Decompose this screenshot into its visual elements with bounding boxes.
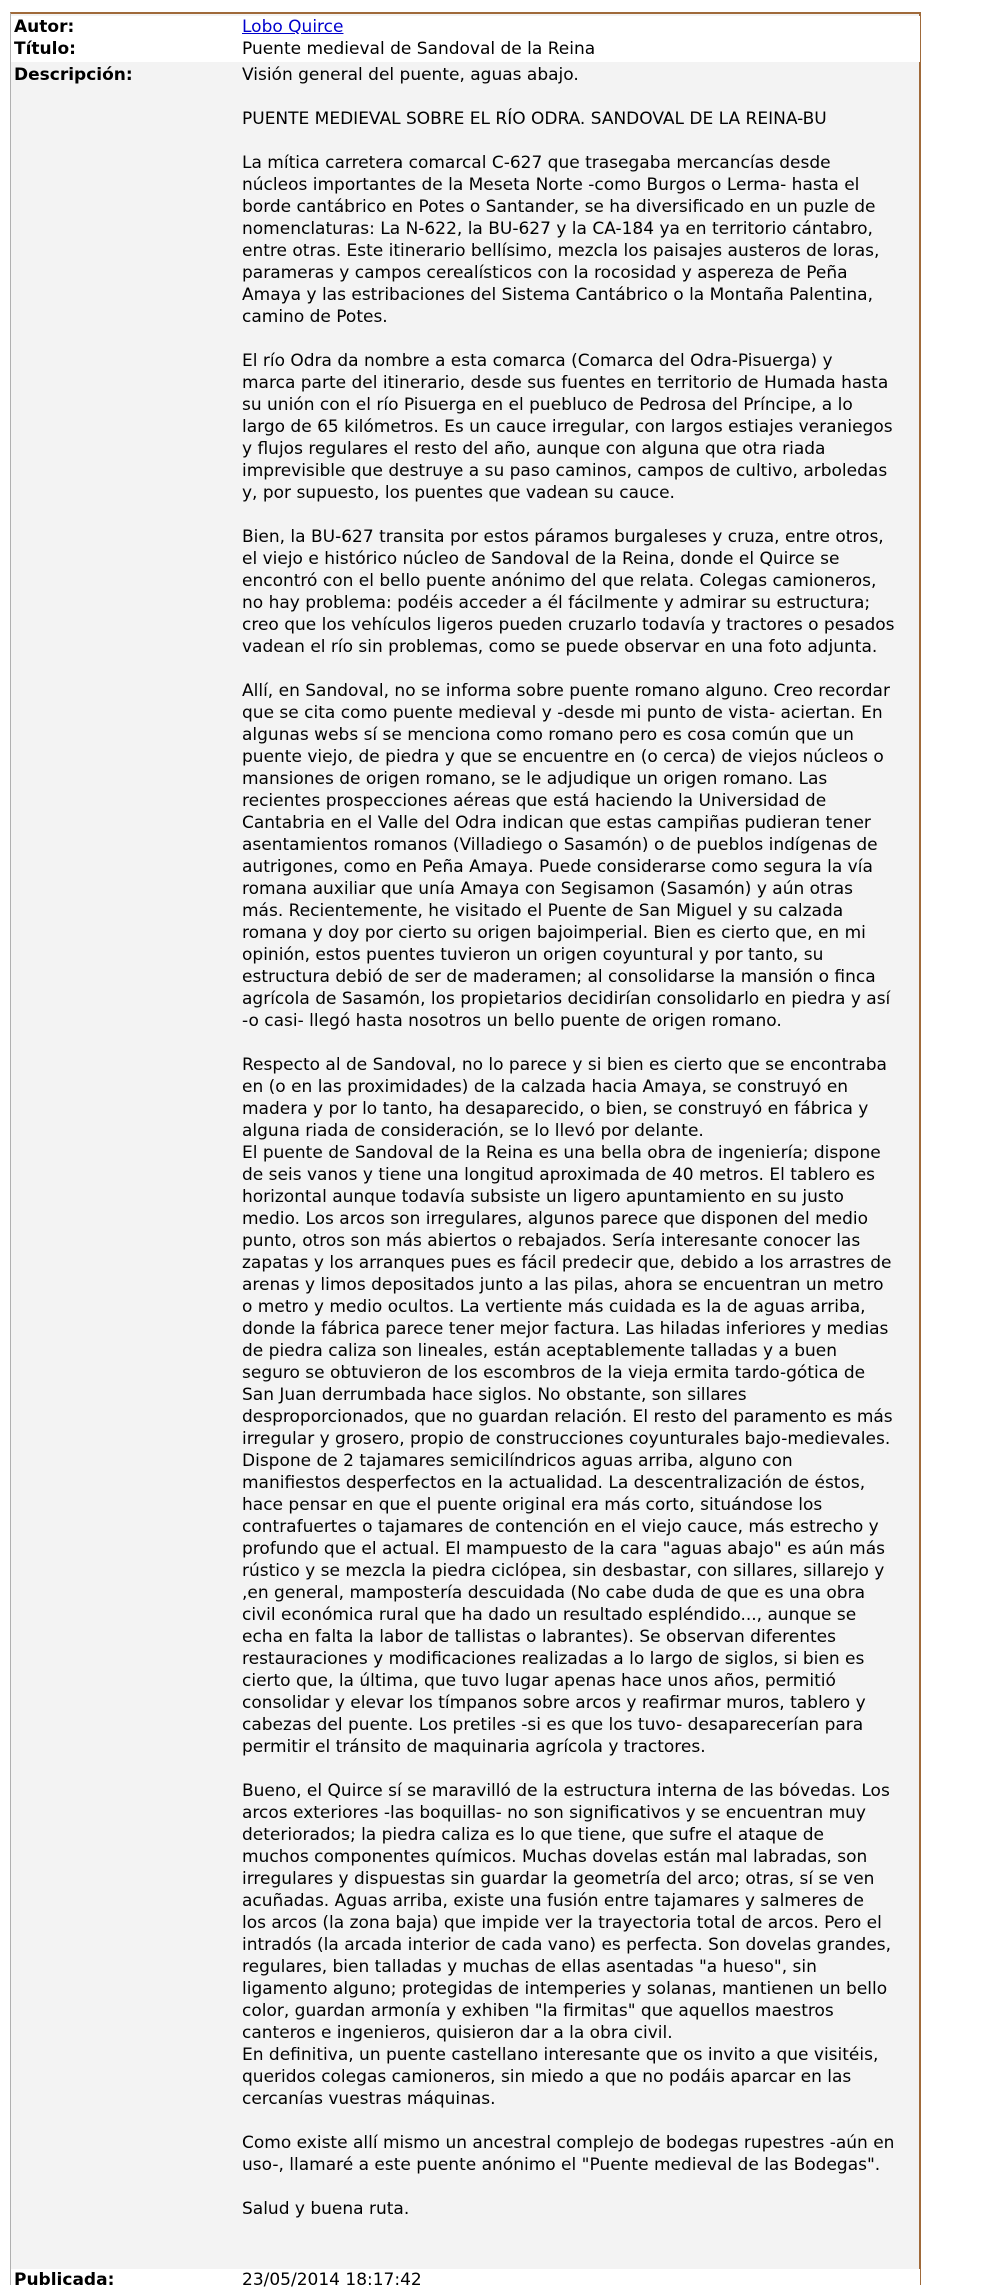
description-line: seguro se obtuvieron de los escombros de la vieja ermita tardo-gótica de	[242, 1363, 866, 1383]
published-value: 23/05/2014 18:17:42	[242, 2270, 422, 2290]
description-line: asentamientos romanos (Villadiego o Sasamón) o de pueblos indígenas de	[242, 835, 878, 855]
description-line: autrigones, como en Peña Amaya. Puede considerarse como segura la vía	[242, 857, 873, 877]
description-line: núcleos importantes de la Meseta Norte -como Burgos o Lerma- hasta el	[242, 175, 860, 195]
description-line: deteriorados; la piedra caliza es lo que tiene, que sufre el ataque de	[242, 1825, 825, 1845]
description-line: romana auxiliar que unía Amaya con Segisamon (Sasamón) y aún otras	[242, 879, 853, 899]
description-line: opinión, estos puentes tuvieron un origen coyuntural y por tanto, su	[242, 945, 824, 965]
description-line: En definitiva, un puente castellano interesante que os invito a que visitéis,	[242, 2045, 879, 2065]
description-line: o metro y medio ocultos. La vertiente más cuidada es la de aguas arriba,	[242, 1297, 866, 1317]
author-link[interactable]: Lobo Quirce	[242, 17, 344, 37]
author-label: Autor:	[14, 17, 75, 37]
description-line: vadean el río sin problemas, como se puede observar en una foto adjunta.	[242, 637, 878, 657]
description-line: Como existe allí mismo un ancestral complejo de bodegas rupestres -aún en	[242, 2133, 895, 2153]
title-value: Puente medieval de Sandoval de la Reina	[242, 39, 596, 59]
description-line: largo de 65 kilómetros. Es un cauce irregular, con largos estiajes veraniegos	[242, 417, 893, 437]
description-line: horizontal aunque todavía subsiste un ligero apuntamiento en su justo	[242, 1187, 844, 1207]
description-line: PUENTE MEDIEVAL SOBRE EL RÍO ODRA. SANDOVAL DE LA REINA-BU	[242, 109, 827, 129]
description-line: echa en falta la labor de tallistas o labrantes). Se observan diferentes	[242, 1627, 836, 1647]
published-label: Publicada:	[14, 2270, 115, 2290]
description-line: donde la fábrica parece tener mejor factura. Las hiladas inferiores y medias	[242, 1319, 889, 1339]
description-line: entre otras. Este itinerario bellísimo, mezcla los paisajes austeros de loras,	[242, 241, 880, 261]
description-line: restauraciones y modificaciones realizadas a lo largo de siglos, si bien es	[242, 1649, 865, 1669]
description-line: Respecto al de Sandoval, no lo parece y si bien es cierto que se encontraba	[242, 1055, 887, 1075]
description-line: el viejo e histórico núcleo de Sandoval de la Reina, donde el Quirce se	[242, 549, 840, 569]
description-line: cierto que, la última, que tuvo lugar apenas hace unos años, permitió	[242, 1671, 836, 1691]
description-line: los arcos (la zona baja) que impide ver la trayectoria total de arcos. Pero el	[242, 1913, 882, 1933]
description-line: recientes prospecciones aéreas que está haciendo la Universidad de	[242, 791, 827, 811]
description-line: en (o en las proximidades) de la calzada hacia Amaya, se construyó en	[242, 1077, 849, 1097]
description-caption: Visión general del puente, aguas abajo.	[242, 65, 579, 85]
description-line: de piedra caliza son lineales, están aceptablemente talladas y a buen	[242, 1341, 838, 1361]
description-line: mansiones de origen romano, se le adjudique un origen romano. Las	[242, 769, 828, 789]
description-line: manifiestos desperfectos en la actualidad. La descentralización de éstos,	[242, 1473, 866, 1493]
description-line: profundo que el actual. El mampuesto de la cara "aguas abajo" es aún más	[242, 1539, 886, 1559]
description-line: Amaya y las estribaciones del Sistema Cantábrico o la Montaña Palentina,	[242, 285, 873, 305]
description-line: cabezas del puente. Los pretiles -si es que los tuvo- desaparecerían para	[242, 1715, 864, 1735]
description-line: El puente de Sandoval de la Reina es una bella obra de ingeniería; dispone	[242, 1143, 881, 1163]
description-line: camino de Potes.	[242, 307, 388, 327]
description-line: creo que los vehículos ligeros pueden cruzarlo todavía y tractores o pesados	[242, 615, 895, 635]
author-row	[11, 16, 920, 38]
description-line: de seis vanos y tiene una longitud aproximada de 40 metros. El tablero es	[242, 1165, 876, 1185]
description-line: irregular y grosero, propio de construcciones coyunturales bajo-medievales.	[242, 1429, 891, 1449]
description-line: agrícola de Sasamón, los propietarios decidirían consolidarlo en piedra y así	[242, 989, 891, 1009]
description-line: punto, otros son más abiertos o rebajados. Sería interesante conocer las	[242, 1231, 861, 1251]
description-line: arcos exteriores -las boquillas- no son significativos y se encuentran muy	[242, 1803, 866, 1823]
description-line: estructura debió de ser de maderamen; al consolidarse la mansión o finca	[242, 967, 876, 987]
description-line: San Juan derrumbada hace siglos. No obstante, son sillares	[242, 1385, 747, 1405]
description-line: puente viejo, de piedra y que se encuentre en (o cerca) de viejos núcleos o	[242, 747, 884, 767]
description-line: encontró con el bello puente anónimo del que relata. Colegas camioneros,	[242, 571, 877, 591]
description-line: intradós (la arcada interior de cada vano) es perfecta. Son dovelas grandes,	[242, 1935, 892, 1955]
description-line: Allí, en Sandoval, no se informa sobre puente romano alguno. Creo recordar	[242, 681, 890, 701]
description-line: marca parte del itinerario, desde sus fuentes en territorio de Humada hasta	[242, 373, 889, 393]
description-line: hace pensar en que el puente original era más corto, situándose los	[242, 1495, 823, 1515]
description-line: consolidar y elevar los tímpanos sobre arcos y reafirmar muros, tablero y	[242, 1693, 866, 1713]
description-line: civil económica rural que ha dado un resultado espléndido..., aunque se	[242, 1605, 857, 1625]
description-line: parameras y campos cerealísticos con la rocosidad y aspereza de Peña	[242, 263, 848, 283]
description-line: ligamento alguno; protegidas de intemperies y solanas, mantienen un bello	[242, 1979, 888, 1999]
description-line: acuñadas. Aguas arriba, existe una fusión entre tajamares y salmeres de	[242, 1891, 864, 1911]
description-line: -o casi- llegó hasta nosotros un bello puente de origen romano.	[242, 1011, 782, 1031]
description-line: y flujos regulares el resto del año, aunque con alguna que otra riada	[242, 439, 826, 459]
description-line: contrafuertes o tajamares de contención en el viejo cauce, más estrecho y	[242, 1517, 879, 1537]
description-line: Bien, la BU-627 transita por estos páramos burgaleses y cruza, entre otros,	[242, 527, 884, 547]
description-line: desproporcionados, que no guardan relación. El resto del paramento es más	[242, 1407, 893, 1427]
description-line: canteros e ingenieros, quisieron dar a la obra civil.	[242, 2023, 673, 2043]
description-label: Descripción:	[14, 65, 133, 85]
description-line: su unión con el río Pisuerga en el puebluco de Pedrosa del Príncipe, a lo	[242, 395, 853, 415]
description-line: alguna riada de consideración, se lo llevó por delante.	[242, 1121, 704, 1141]
title-label: Título:	[14, 39, 76, 59]
description-line: romana y doy por cierto su origen bajoimperial. Bien es cierto que, en mi	[242, 923, 866, 943]
description-line: irregulares y dispuestas sin guardar la geometría del arco; otras, sí se ven	[242, 1869, 875, 1889]
description-line: permitir el tránsito de maquinaria agrícola y tractores.	[242, 1737, 706, 1757]
description-line: que se cita como puente medieval y -desde mi punto de vista- aciertan. En	[242, 703, 883, 723]
description-line: ,en general, mampostería descuidada (No cabe duda de que es una obra	[242, 1583, 865, 1603]
description-line: color, guardan armonía y exhiben "la firmitas" que aquellos maestros	[242, 2001, 834, 2021]
description-line: regulares, bien talladas y muchas de ellas asentadas "a hueso", sin	[242, 1957, 817, 1977]
description-line: borde cantábrico en Potes o Santander, se ha diversificado en un puzle de	[242, 197, 876, 217]
description-line: imprevisible que destruye a su paso caminos, campos de cultivo, arboledas	[242, 461, 888, 481]
description-line: y, por supuesto, los puentes que vadean su cauce.	[242, 483, 675, 503]
description-line: zapatas y los arranques pues es fácil predecir que, debido a los arrastres de	[242, 1253, 892, 1273]
description-line: no hay problema: podéis acceder a él fácilmente y admirar su estructura;	[242, 593, 871, 613]
description-line: uso-, llamaré a este puente anónimo el "Puente medieval de las Bodegas".	[242, 2155, 881, 2175]
published-row	[11, 2269, 920, 2289]
description-line: rústico y se mezcla la piedra ciclópea, sin desbastar, con sillares, sillarejo y	[242, 1561, 885, 1581]
description-line: arenas y limos depositados junto a las pilas, ahora se encuentran un metro	[242, 1275, 884, 1295]
description-line: Bueno, el Quirce sí se maravilló de la estructura interna de las bóvedas. Los	[242, 1781, 890, 1801]
description-line: Cantabria en el Valle del Odra indican que estas campiñas pudieran tener	[242, 813, 871, 833]
description-line: muchos componentes químicos. Muchas dovelas están mal labradas, son	[242, 1847, 868, 1867]
description-line: queridos colegas camioneros, sin miedo a que no podáis aparcar en las	[242, 2067, 852, 2087]
record-panel	[10, 12, 921, 2290]
title-row	[11, 38, 920, 62]
description-line: nomenclaturas: La N-622, la BU-627 y la CA-184 ya en territorio cántabro,	[242, 219, 873, 239]
description-line: medio. Los arcos son irregulares, algunos parece que disponen del medio	[242, 1209, 869, 1229]
description-line: Salud y buena ruta.	[242, 2199, 410, 2219]
description-line: madera y por lo tanto, ha desaparecido, o bien, se construyó en fábrica y	[242, 1099, 869, 1119]
description-row	[11, 64, 920, 86]
description-line: La mítica carretera comarcal C-627 que trasegaba mercancías desde	[242, 153, 831, 173]
description-line: El río Odra da nombre a esta comarca (Comarca del Odra-Pisuerga) y	[242, 351, 833, 371]
description-line: cercanías vuestras máquinas.	[242, 2089, 496, 2109]
description-line: algunas webs sí se menciona como romano pero es cosa común que un	[242, 725, 854, 745]
description-line: Dispone de 2 tajamares semicilíndricos aguas arriba, alguno con	[242, 1451, 793, 1471]
description-line: más. Recientemente, he visitado el Puente de San Miguel y su calzada	[242, 901, 844, 921]
